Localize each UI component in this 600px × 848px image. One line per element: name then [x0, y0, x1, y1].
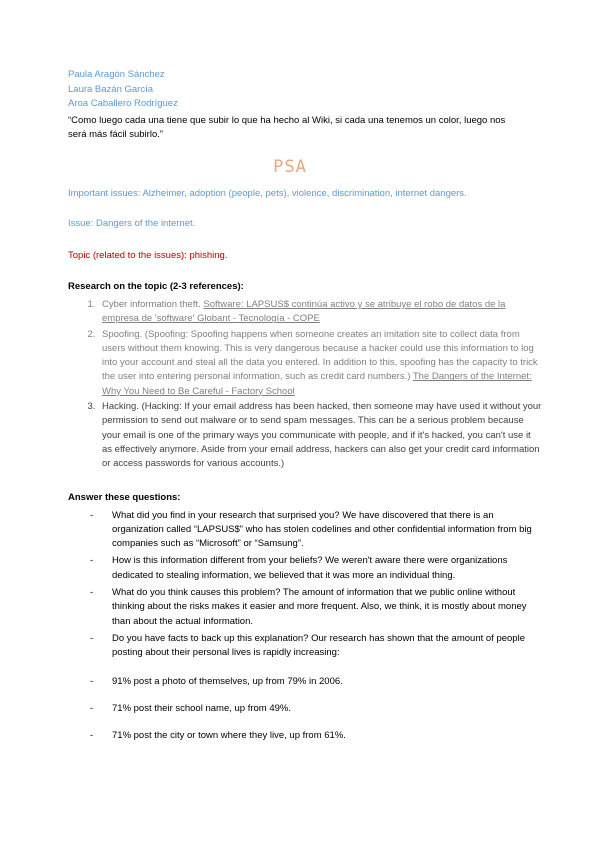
research-heading: Research on the topic (2-3 references):: [68, 281, 244, 292]
list-item: [90, 509, 542, 552]
psa-title: PSA: [273, 156, 307, 177]
statistic-text: 71% post their school name, up from 49%.: [112, 702, 292, 714]
author-name: Aroa Caballero Rodríguez: [68, 98, 178, 109]
reference-lead: Spoofing. (Spoofing: Spoofing happens when someone creates an imitation site to collect data from users without them knowing. This is very dangerous because a hacker could use this information to log into your account and steal all the data you entered. In addition to this, spoofing has the capacity to trick the user into entering personal information, such as credit card numbers.): [102, 328, 538, 383]
answers-heading: Answer these questions:: [68, 491, 181, 503]
answer-text: - How is this information different from your beliefs? We weren't aware there were organizations dedicated to stealing information, we believed that it was more an individual thing.: [112, 555, 508, 581]
list-item: [90, 586, 542, 629]
list-item: [90, 675, 542, 689]
author-name: Paula Aragón Sánchez: [68, 69, 165, 80]
list-item: [90, 632, 542, 661]
answers-list: [68, 509, 542, 661]
reference-lead: Hacking. (Hacking: If your email address has been hacked, then someone may have used it without your permission to send out malware or to send spam messages. This can be a serious problem because your email is one of the primary ways you communicate with people, and if it's hacked, you can't use it as effectively anymore. Aside from your email address, hackers can also get your credit card information or access passwords for various accounts.): [102, 401, 542, 470]
reference-lead: Cyber information theft.: [102, 299, 204, 310]
list-item: [98, 400, 542, 471]
list-item: [90, 702, 542, 716]
list-item: [90, 729, 542, 743]
answer-text: - What did you find in your research that surprised you? We have discovered that there is an organization called “LAPSUS$” who has stolen codelines and other confidential information from big companies such as “Microsoft” or “Samsung”.: [112, 509, 532, 550]
answer-text: - Do you have facts to back up this explanation? Our research has shown that the amount of people posting about their personal lives is rapidly increasing:: [112, 632, 525, 659]
statistic-text: 91% post a photo of themselves, up from 79% in 2006.: [112, 675, 343, 687]
important-issues-text: Important issues: Alzheimer, adoption (people, pets), violence, discrimination, internet dangers.: [68, 187, 467, 199]
answer-text: - What do you think causes this problem? The amount of information that we public online without thinking about the risks makes it easier and more frequent. Also, we think, it is mostly about money than about the actual information.: [112, 587, 527, 627]
list-item: [98, 298, 542, 327]
issue-text: Issue: Dangers of the internet.: [68, 218, 196, 229]
topic-text: Topic (related to the issues): phishing.: [68, 249, 228, 261]
list-item: [98, 328, 542, 399]
author-name: Laura Bazán García: [68, 83, 154, 95]
statistic-text: 71% post the city or town where they live, up from 61%.: [112, 730, 346, 742]
intro-quote: “Como luego cada una tiene que subir lo que ha hecho al Wiki, si cada una tenemos un color, luego nos será más fácil subirlo.”: [68, 114, 506, 140]
list-item: [90, 554, 542, 583]
reference-list: [68, 298, 542, 472]
author-list: [68, 68, 542, 112]
reference-link[interactable]: Software: LAPSUS$ continúa activo y se atribuye el robo de datos de la empresa de 'software' Globant - Tecnología - COPE: [102, 299, 506, 325]
reference-link[interactable]: The Dangers of the Internet: Why You Need to Be Careful - Factory School: [102, 371, 532, 397]
statistics-list: [68, 675, 542, 744]
